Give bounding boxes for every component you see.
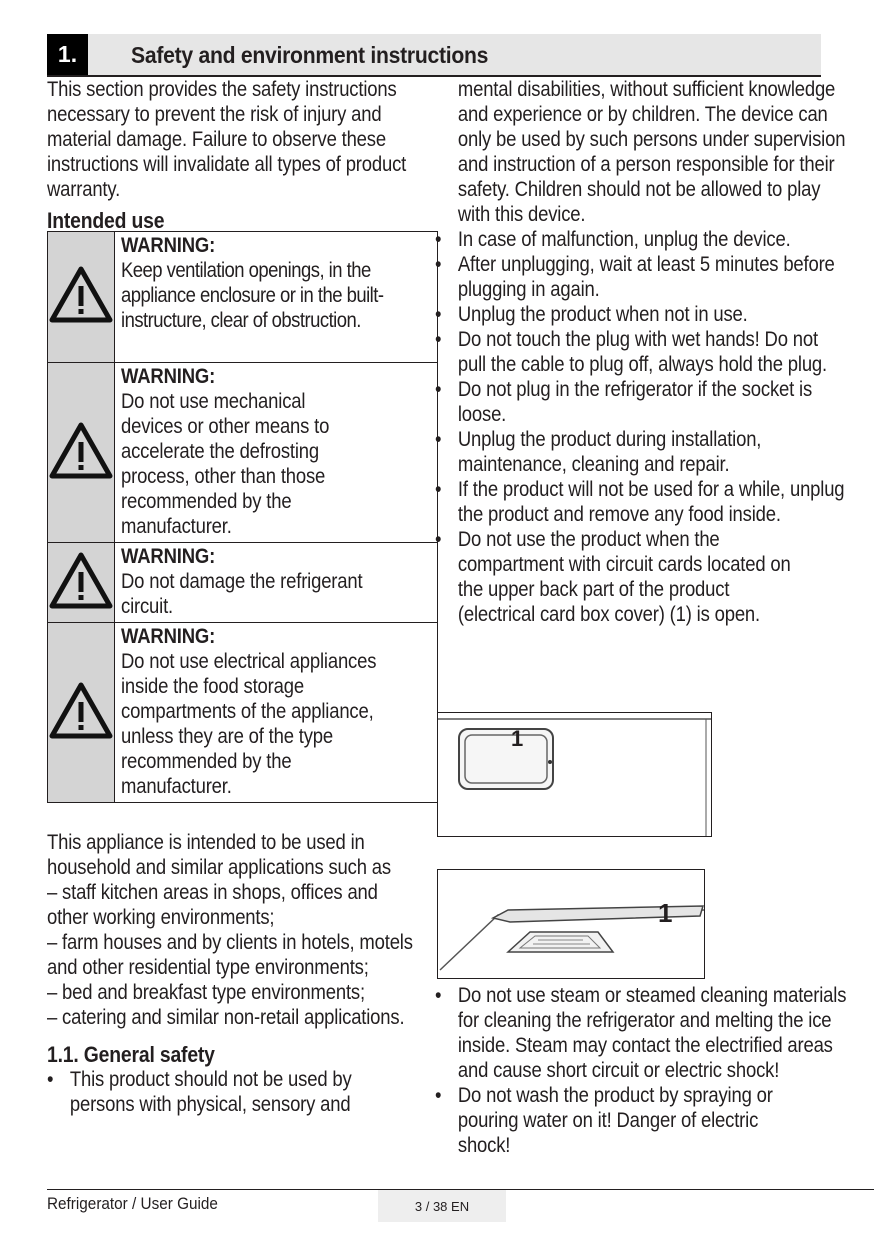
section-title: Safety and environment instructions bbox=[131, 42, 489, 68]
list-item: • After unplugging, wait at least 5 minutes before plugging in again. bbox=[435, 252, 849, 302]
application-item: – staff kitchen areas in shops, offices and other working environments; bbox=[47, 881, 378, 929]
card-box-illustration bbox=[438, 713, 711, 836]
warning-triangle-icon bbox=[48, 264, 114, 324]
warning-triangle-icon bbox=[48, 420, 114, 480]
warning-text-cell bbox=[115, 232, 438, 363]
figure-callout-number: 1 bbox=[511, 726, 524, 751]
warning-text: Do not use mechanical devices or other means to accelerate the defrosting process, other than those recommended by the manufacturer. bbox=[121, 390, 330, 538]
section-header bbox=[47, 34, 821, 77]
warning-title: WARNING: bbox=[121, 625, 216, 648]
application-item: – bed and breakfast type environments; bbox=[47, 981, 365, 1004]
list-item: • Do not use steam or steamed cleaning materials for cleaning the refrigerator and melting the ice inside. Steam may contact the electrified areas and cause short circuit or electric shock! bbox=[435, 983, 849, 1083]
applications-intro: This appliance is intended to be used in household and similar applications such as bbox=[47, 831, 391, 879]
card-box-figure-top bbox=[437, 712, 712, 837]
application-item: – catering and similar non-retail applications. bbox=[47, 1006, 405, 1029]
intended-use-heading: Intended use bbox=[47, 208, 165, 233]
warnings-table bbox=[47, 231, 438, 803]
warning-icon-cell bbox=[48, 543, 115, 623]
warning-icon-cell bbox=[48, 232, 115, 363]
page-number: 3 / 38 EN bbox=[378, 1190, 506, 1222]
warning-text: Do not damage the refrigerant circuit. bbox=[121, 570, 363, 618]
figure-callout-number: 1 bbox=[658, 898, 673, 928]
section-number: 1. bbox=[47, 34, 88, 75]
warning-row bbox=[48, 232, 438, 363]
applications-block bbox=[47, 830, 419, 1117]
warning-row bbox=[48, 623, 438, 803]
warning-icon-cell bbox=[48, 363, 115, 543]
continuation-paragraph: mental disabilities, without sufficient knowledge and experience or by children. The device can only be used by such persons under supervision and instruction of a person responsible for their safety. Children should not be allowed to play with this device. bbox=[457, 78, 846, 226]
intro-block bbox=[47, 77, 418, 233]
warning-text: Do not use electrical appliances inside the food storage compartments of the appliance, unless they are of the type recommended by the manufacturer. bbox=[121, 650, 377, 798]
card-box-figure-side bbox=[437, 869, 705, 979]
warning-text-cell bbox=[115, 363, 438, 543]
warning-title: WARNING: bbox=[121, 365, 216, 388]
list-item: • Do not plug in the refrigerator if the socket is loose. bbox=[435, 377, 849, 427]
list-item: • If the product will not be used for a while, unplug the product and remove any food inside. bbox=[435, 477, 849, 527]
warning-title: WARNING: bbox=[121, 545, 216, 568]
general-safety-list bbox=[47, 1067, 418, 1117]
intro-paragraph: This section provides the safety instructions necessary to prevent the risk of injury and material damage. Failure to observe these instructions will invalidate all types of product warranty. bbox=[47, 78, 407, 201]
warning-triangle-icon bbox=[48, 680, 114, 740]
warning-icon-cell bbox=[48, 623, 115, 803]
list-item: • Do not wash the product by spraying or pouring water on it! Danger of electric shock! bbox=[435, 1083, 801, 1158]
list-item: • Do not touch the plug with wet hands! Do not pull the cable to plug off, always hold the plug. bbox=[435, 327, 849, 377]
warning-row bbox=[48, 543, 438, 623]
list-item: • This product should not be used by persons with physical, sensory and bbox=[47, 1067, 404, 1117]
list-item: • Unplug the product when not in use. bbox=[435, 302, 849, 327]
warning-text-cell bbox=[115, 623, 438, 803]
list-item: • Do not use the product when the compartment with circuit cards located on the upper back part of the product (electrical card box cover) (1) is open. bbox=[435, 527, 805, 627]
right-column bbox=[435, 77, 855, 627]
warning-triangle-icon bbox=[48, 550, 114, 610]
warning-text: Keep ventilation openings, in the appliance enclosure or in the built-instructure, clear of obstruction. bbox=[121, 259, 384, 332]
footer-guide-title: Refrigerator / User Guide bbox=[47, 1194, 218, 1213]
left-column bbox=[47, 77, 419, 803]
cleaning-bullets bbox=[435, 983, 849, 1158]
warning-title: WARNING: bbox=[121, 234, 216, 257]
general-safety-heading: 1.1. General safety bbox=[47, 1042, 215, 1067]
right-column-bottom bbox=[435, 983, 855, 1158]
application-item: – farm houses and by clients in hotels, motels and other residential type environments; bbox=[47, 931, 413, 979]
warning-row bbox=[48, 363, 438, 543]
list-item: • In case of malfunction, unplug the device. bbox=[435, 227, 849, 252]
warning-text-cell bbox=[115, 543, 438, 623]
list-item: • Unplug the product during installation, maintenance, cleaning and repair. bbox=[435, 427, 849, 477]
safety-bullets bbox=[435, 227, 849, 627]
